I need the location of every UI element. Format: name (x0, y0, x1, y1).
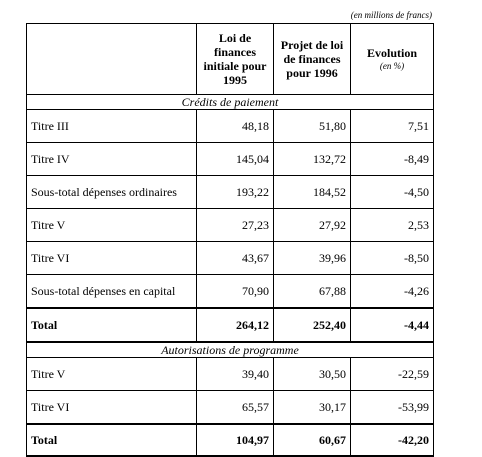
value-1996: 132,72 (274, 143, 351, 176)
table-row (27, 358, 434, 391)
section-title: Crédits de paiement (27, 95, 434, 110)
value-evolution: -4,44 (351, 308, 434, 342)
value-evolution: 7,51 (351, 110, 434, 143)
table-row (27, 209, 434, 242)
value-1995: 264,12 (197, 308, 274, 342)
unit-note: (en millions de francs) (350, 10, 432, 20)
row-label: Titre IV (27, 143, 197, 176)
value-1995: 43,67 (197, 242, 274, 275)
value-evolution: -8,49 (351, 143, 434, 176)
value-1996: 51,80 (274, 110, 351, 143)
value-1996: 27,92 (274, 209, 351, 242)
value-evolution: -53,99 (351, 391, 434, 425)
header-evolution-unit: (en %) (379, 61, 405, 71)
value-1996: 30,17 (274, 391, 351, 425)
header-label-col (27, 24, 197, 95)
table-row (27, 143, 434, 176)
total-row (27, 424, 434, 456)
value-1995: 70,90 (197, 275, 274, 309)
row-label: Total (27, 424, 197, 456)
value-1995: 65,57 (197, 391, 274, 425)
value-1995: 193,22 (197, 176, 274, 209)
value-evolution: -4,50 (351, 176, 434, 209)
value-1995: 48,18 (197, 110, 274, 143)
header-row (27, 24, 434, 95)
header-evolution-label: Evolution (366, 46, 417, 60)
value-1995: 145,04 (197, 143, 274, 176)
value-evolution: -22,59 (351, 358, 434, 391)
value-1995: 104,97 (197, 424, 274, 456)
table-row (27, 110, 434, 143)
header-evolution (351, 24, 434, 95)
row-label: Sous-total dépenses ordinaires (27, 176, 197, 209)
value-evolution: -42,20 (351, 424, 434, 456)
value-evolution: -4,26 (351, 275, 434, 309)
row-label: Sous-total dépenses en capital (27, 275, 197, 309)
row-label: Titre V (27, 358, 197, 391)
table-body (27, 95, 434, 457)
value-1996: 60,67 (274, 424, 351, 456)
row-label: Titre VI (27, 391, 197, 425)
table-row (27, 242, 434, 275)
header-1996: Projet de loi de finances pour 1996 (274, 24, 351, 95)
value-1996: 39,96 (274, 242, 351, 275)
value-1995: 39,40 (197, 358, 274, 391)
value-evolution: 2,53 (351, 209, 434, 242)
total-row (27, 308, 434, 342)
header-1995: Loi de finances initiale pour 1995 (197, 24, 274, 95)
value-evolution: -8,50 (351, 242, 434, 275)
section-title: Autorisations de programme (27, 342, 434, 358)
table-row (27, 176, 434, 209)
row-label: Total (27, 308, 197, 342)
section-header-row (27, 95, 434, 110)
value-1996: 184,52 (274, 176, 351, 209)
table-row (27, 391, 434, 425)
row-label: Titre V (27, 209, 197, 242)
value-1996: 67,88 (274, 275, 351, 309)
section-header-row (27, 342, 434, 358)
value-1995: 27,23 (197, 209, 274, 242)
table-row (27, 275, 434, 309)
value-1996: 252,40 (274, 308, 351, 342)
value-1996: 30,50 (274, 358, 351, 391)
row-label: Titre III (27, 110, 197, 143)
row-label: Titre VI (27, 242, 197, 275)
budget-table (26, 23, 434, 457)
